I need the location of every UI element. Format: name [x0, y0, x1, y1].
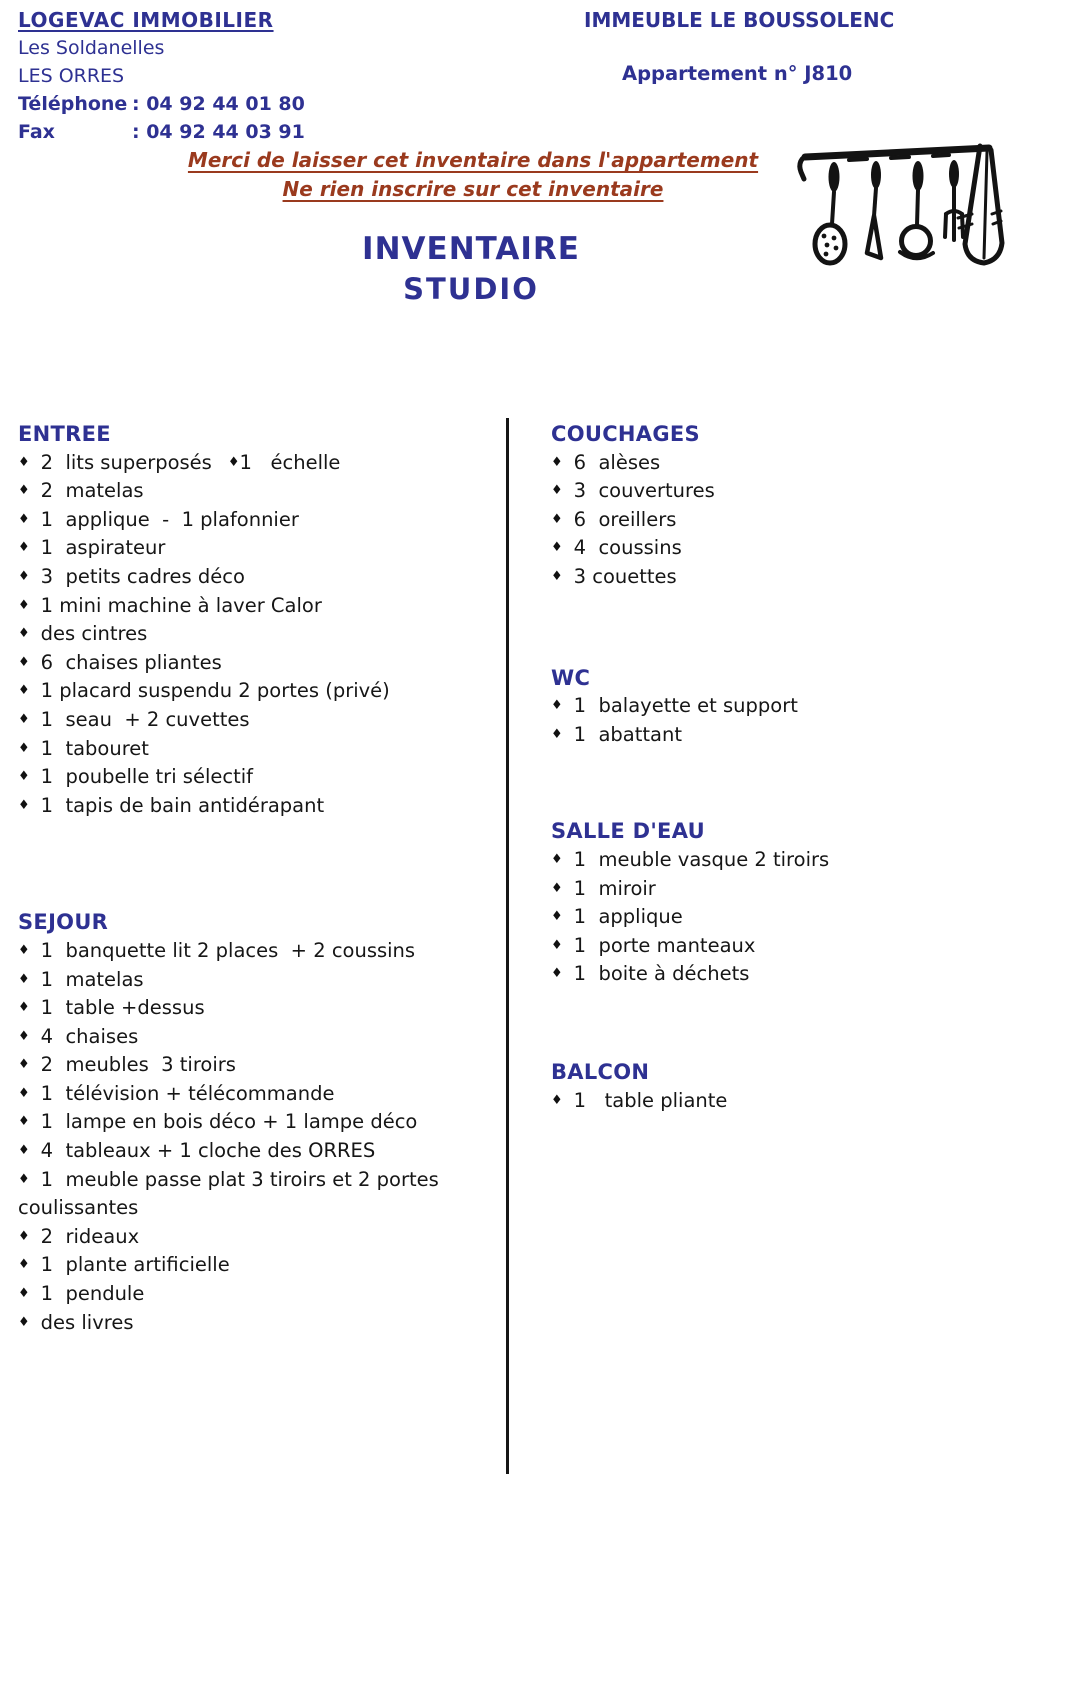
item-text: 1 table pliante	[573, 1088, 728, 1112]
column-divider	[506, 418, 509, 1474]
item-text: 6 chaises pliantes	[40, 650, 222, 674]
inventory-item	[18, 937, 492, 966]
inventory-item	[18, 563, 492, 592]
inventory-item	[551, 721, 1056, 750]
section-sejour	[18, 908, 492, 1337]
item-text: 3 couvertures	[573, 479, 715, 503]
item-text: 4 tableaux + 1 cloche des ORRES	[40, 1139, 376, 1163]
diamond-bullet-icon: ♦	[551, 568, 563, 584]
diamond-bullet-icon: ♦	[551, 698, 563, 714]
item-text: 1 télévision + télécommande	[40, 1081, 335, 1105]
diamond-bullet-icon: ♦	[227, 454, 240, 470]
notice-line-1: Merci de laisser cet inventaire dans l'appartement	[187, 148, 759, 172]
notice-line-2: Ne rien inscrire sur cet inventaire	[282, 177, 664, 201]
section-title-salle-eau: SALLE D'EAU	[551, 819, 705, 844]
item-text: 2 meubles 3 tiroirs	[40, 1053, 236, 1077]
diamond-bullet-icon: ♦	[18, 1028, 30, 1044]
diamond-bullet-icon: ♦	[551, 851, 563, 867]
diamond-bullet-icon: ♦	[18, 1171, 30, 1187]
diamond-bullet-icon: ♦	[18, 483, 30, 499]
diamond-bullet-icon: ♦	[551, 483, 563, 499]
item-text: 1 placard suspendu 2 portes (privé)	[40, 679, 390, 703]
city-name: LES ORRES	[18, 65, 125, 87]
item-text: 1 tabouret	[40, 736, 149, 760]
item-text: des livres	[40, 1310, 134, 1334]
item-text: 1 abattant	[573, 722, 682, 746]
diamond-bullet-icon: ♦	[551, 966, 563, 982]
item-text: 3 couettes	[573, 564, 677, 588]
diamond-bullet-icon: ♦	[551, 937, 563, 953]
diamond-bullet-icon: ♦	[551, 726, 563, 742]
inventory-item	[18, 1108, 492, 1137]
inventory-item	[18, 1309, 492, 1338]
item-text: 1 porte manteaux	[573, 933, 756, 957]
item-text: 6 alèses	[573, 450, 661, 474]
item-text: 1 miroir	[573, 876, 656, 900]
inventory-item	[551, 449, 1056, 478]
apartment-number: Appartement n° J810	[622, 62, 853, 85]
inventory-item	[551, 692, 1056, 721]
section-entree	[18, 420, 492, 820]
inventory-item	[18, 1051, 492, 1080]
item-text: 1 pendule	[40, 1282, 145, 1306]
inventory-item	[18, 1223, 492, 1252]
inventory-item	[551, 846, 1056, 875]
section-title-couchages: COUCHAGES	[551, 422, 700, 446]
item-text: 1 applique - 1 plafonnier	[40, 507, 299, 531]
section-couchages	[551, 420, 1056, 592]
left-column	[18, 420, 492, 1337]
inventory-item	[18, 1137, 492, 1166]
item-text: 1 balayette et support	[573, 694, 798, 718]
inventory-item	[18, 592, 492, 621]
diamond-bullet-icon: ♦	[18, 1085, 30, 1101]
inventory-item	[551, 1087, 1056, 1116]
item-text: 1 poubelle tri sélectif	[40, 765, 254, 789]
item-text: 1 banquette lit 2 places + 2 coussins	[40, 938, 416, 962]
diamond-bullet-icon: ♦	[18, 568, 30, 584]
inventory-item	[18, 706, 492, 735]
inventory-item	[551, 875, 1056, 904]
inventory-item	[18, 1280, 492, 1309]
diamond-bullet-icon: ♦	[18, 740, 30, 756]
inventory-item	[18, 735, 492, 764]
item-text: 2 matelas	[40, 479, 144, 503]
section-salle-eau	[551, 817, 1056, 989]
inventory-item	[18, 792, 492, 821]
fax-label: Fax	[18, 121, 55, 143]
agency-header	[18, 6, 305, 146]
inventory-item	[551, 506, 1056, 535]
diamond-bullet-icon: ♦	[18, 942, 30, 958]
diamond-bullet-icon: ♦	[18, 797, 30, 813]
inventory-item	[18, 534, 492, 563]
diamond-bullet-icon: ♦	[18, 1257, 30, 1273]
inventory-item	[18, 1080, 492, 1109]
right-column	[551, 420, 1056, 1115]
diamond-bullet-icon: ♦	[18, 769, 30, 785]
item-text: 1 plante artificielle	[40, 1253, 230, 1277]
fax-row	[18, 118, 305, 146]
item-text: 1 meuble vasque 2 tiroirs	[573, 847, 830, 871]
item-text: 3 petits cadres déco	[40, 564, 245, 588]
diamond-bullet-icon: ♦	[551, 511, 563, 527]
diamond-bullet-icon: ♦	[18, 654, 30, 670]
item-text: 1 seau + 2 cuvettes	[40, 707, 250, 731]
residence-name: Les Soldanelles	[18, 37, 165, 59]
diamond-bullet-icon: ♦	[18, 1286, 30, 1302]
item-text: 1 table +dessus	[40, 996, 205, 1020]
inventory-item	[18, 477, 492, 506]
title-line-1: INVENTAIRE	[362, 231, 580, 267]
inventory-item	[551, 477, 1056, 506]
diamond-bullet-icon: ♦	[18, 1143, 30, 1159]
item-text: 1 boite à déchets	[573, 962, 750, 986]
item-text: 1 applique	[573, 905, 683, 929]
inventory-item	[18, 1023, 492, 1052]
inventory-item	[18, 506, 492, 535]
inventory-item	[18, 449, 492, 478]
section-title-entree: ENTREE	[18, 422, 111, 446]
inventory-item	[18, 649, 492, 678]
item-text: 1 mini machine à laver Calor	[40, 593, 322, 617]
diamond-bullet-icon: ♦	[18, 511, 30, 527]
diamond-bullet-icon: ♦	[551, 880, 563, 896]
diamond-bullet-icon: ♦	[18, 1000, 30, 1016]
item-text: 4 chaises	[40, 1024, 139, 1048]
diamond-bullet-icon: ♦	[18, 683, 30, 699]
diamond-bullet-icon: ♦	[18, 1114, 30, 1130]
item-text: 2 lits superposés	[40, 450, 212, 474]
section-title-sejour: SEJOUR	[18, 910, 109, 935]
inventory-item	[18, 1251, 492, 1280]
agency-name: LOGEVAC IMMOBILIER	[18, 8, 274, 32]
building-header	[584, 8, 1064, 85]
diamond-bullet-icon: ♦	[18, 971, 30, 987]
diamond-bullet-icon: ♦	[18, 711, 30, 727]
diamond-bullet-icon: ♦	[551, 909, 563, 925]
item-text: 1 matelas	[40, 967, 144, 991]
item-text: 1 meuble passe plat 3 tiroirs et 2 portes coulissantes	[18, 1167, 445, 1220]
diamond-bullet-icon: ♦	[18, 1228, 30, 1244]
item-text: 2 rideaux	[40, 1224, 140, 1248]
item-text: des cintres	[40, 622, 148, 646]
phone-row	[18, 90, 305, 118]
diamond-bullet-icon: ♦	[551, 454, 563, 470]
diamond-bullet-icon: ♦	[551, 540, 563, 556]
building-name: IMMEUBLE LE BOUSSOLENC	[584, 8, 895, 32]
inventory-item	[18, 763, 492, 792]
fax-number: : 04 92 44 03 91	[132, 121, 305, 143]
item-text: 1 tapis de bain antidérapant	[40, 793, 325, 817]
inventory-item	[18, 677, 492, 706]
inventory-item	[18, 966, 492, 995]
diamond-bullet-icon: ♦	[18, 626, 30, 642]
section-balcon	[551, 1058, 1056, 1115]
item-text: 1 échelle	[239, 450, 341, 474]
inventory-item	[18, 994, 492, 1023]
item-text: 1 lampe en bois déco + 1 lampe déco	[40, 1110, 418, 1134]
title-line-2: STUDIO	[403, 272, 539, 306]
section-title-wc: WC	[551, 665, 591, 690]
diamond-bullet-icon: ♦	[18, 454, 30, 470]
diamond-bullet-icon: ♦	[551, 1092, 563, 1108]
inventory-item	[551, 903, 1056, 932]
diamond-bullet-icon: ♦	[18, 1057, 30, 1073]
document-title	[0, 231, 942, 306]
inventory-item	[18, 1166, 492, 1223]
item-text: 1 aspirateur	[40, 536, 166, 560]
item-text: 6 oreillers	[573, 507, 677, 531]
diamond-bullet-icon: ♦	[18, 597, 30, 613]
diamond-bullet-icon: ♦	[18, 1314, 30, 1330]
inventory-item	[551, 563, 1056, 592]
diamond-bullet-icon: ♦	[18, 540, 30, 556]
section-title-balcon: BALCON	[551, 1059, 650, 1084]
inventory-item	[551, 932, 1056, 961]
item-text: 4 coussins	[573, 536, 682, 560]
inventory-item	[551, 534, 1056, 563]
phone-label: Téléphone	[18, 93, 128, 115]
phone-number: : 04 92 44 01 80	[132, 93, 305, 115]
inventory-item	[551, 960, 1056, 989]
inventory-item	[18, 620, 492, 649]
section-wc	[551, 664, 1056, 750]
